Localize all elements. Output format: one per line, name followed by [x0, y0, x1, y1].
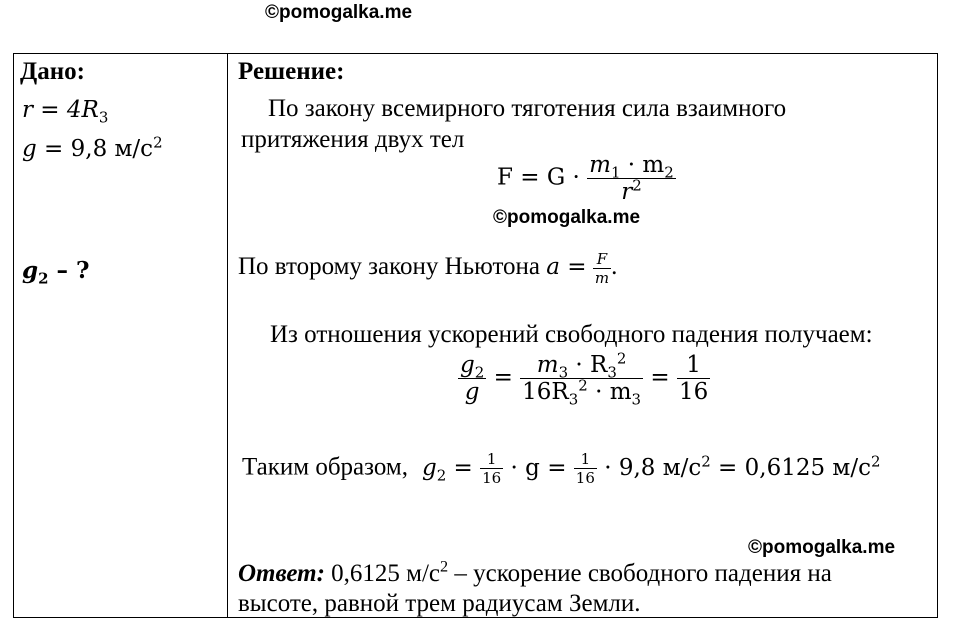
column-divider — [227, 53, 228, 618]
ratio-formula: $\frac{g_2}{g}$ = $\frac{m_3 \cdot R_3^2}{16R_3^2 \cdot m_3}$ = $\frac{1}{16}$ — [460, 349, 709, 409]
watermark-middle: ©pomogalka.me — [493, 207, 641, 228]
watermark-bottom: ©pomogalka.me — [748, 537, 896, 558]
given-gravity: g = 9,8 $м/с^2$ — [22, 133, 163, 162]
solution-header: Решение: — [238, 58, 345, 85]
result-line: Таким образом, $g_2$ = $\frac{1}{16}$ · g = $\frac{1}{16}$ · 9,8 $м/с^2 = 0,6125$ $м/с^2$ — [242, 450, 881, 487]
solution-line-2: притяжения двух тел — [241, 126, 465, 153]
given-header: Дано: — [20, 58, 85, 85]
watermark-top: ©pomogalka.me — [265, 2, 413, 23]
newton-law-line: По второму закону Ньютона a = $\frac{F}{m}$ . — [238, 250, 618, 287]
solution-line-1: По закону всемирного тяготения сила взаимного — [268, 95, 787, 122]
answer-line-1: Ответ: 0,6125 $м/с^2$ – ускорение свободного падения на — [238, 557, 832, 587]
find-quantity: $g_2$ – ? — [22, 257, 90, 288]
answer-line-2: высоте, равной трем радиусам Земли. — [238, 590, 641, 617]
given-radius: $r = 4R_3$ — [22, 97, 109, 127]
ratio-intro: Из отношения ускорений свободного падения получаем: — [270, 321, 873, 348]
gravity-formula: F = G · $\frac{m_1 \cdot m_2}{r^2}$ — [497, 152, 674, 205]
